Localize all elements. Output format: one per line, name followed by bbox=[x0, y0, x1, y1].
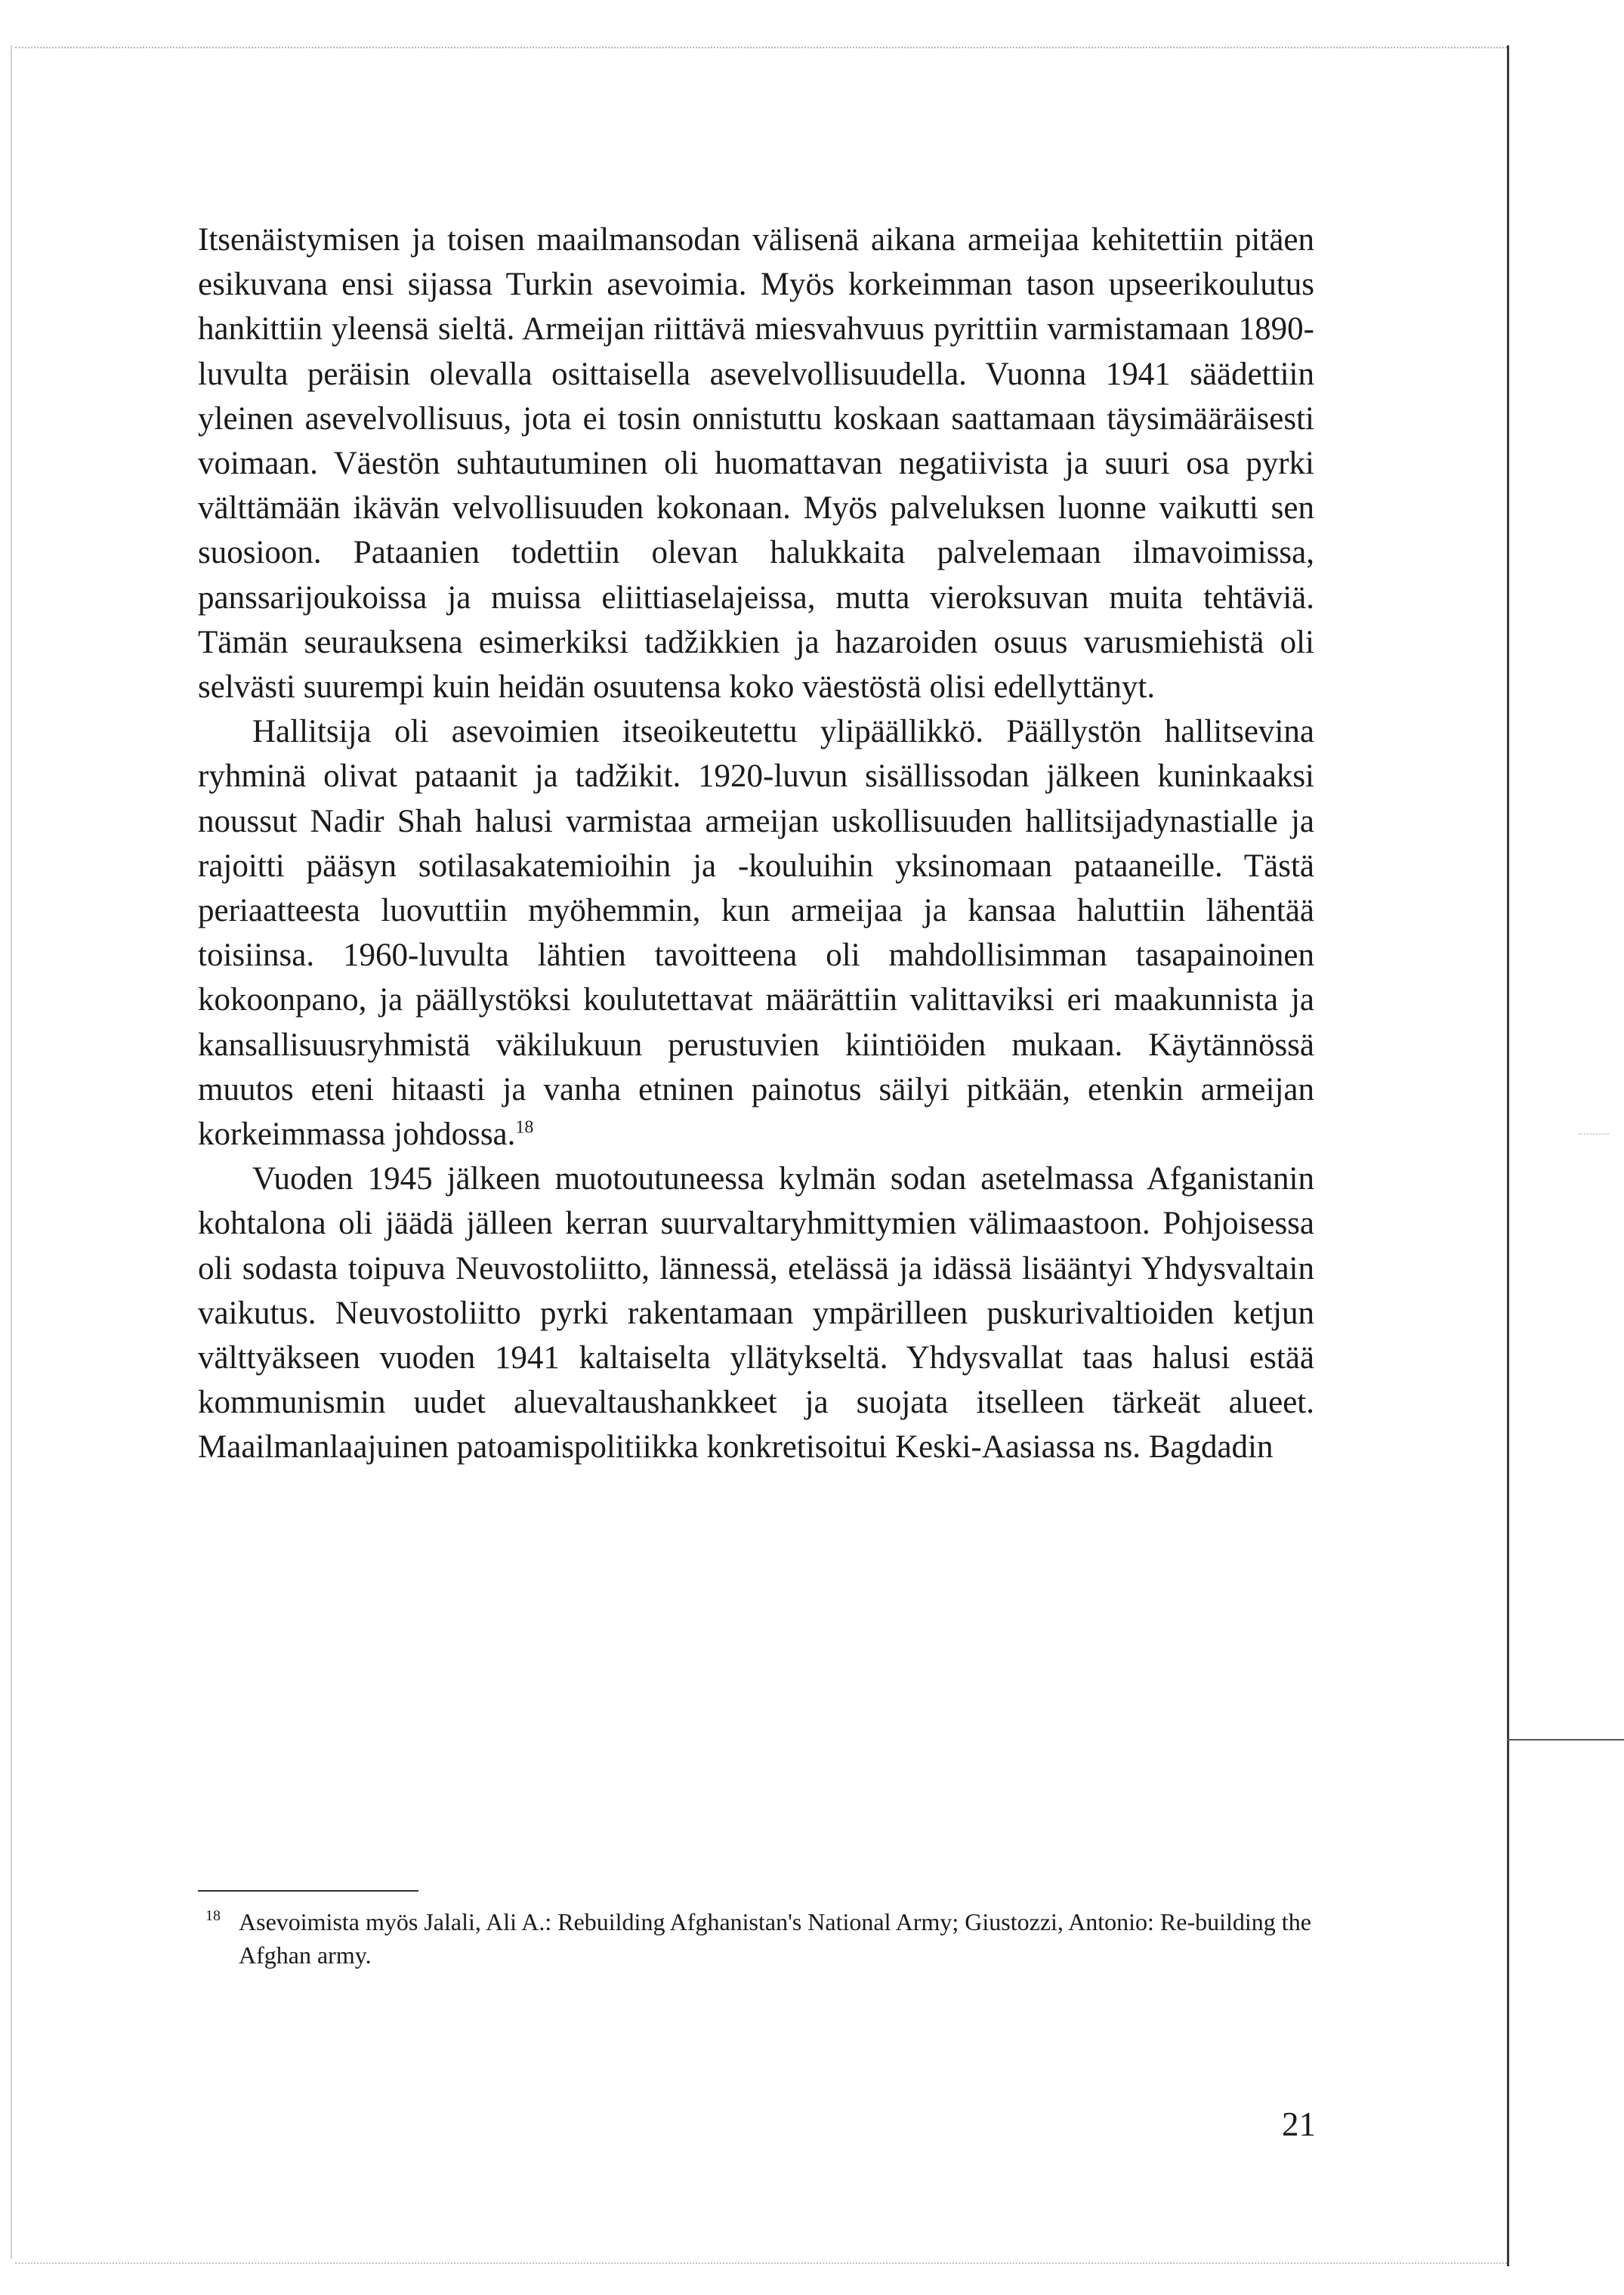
scan-edge-top bbox=[15, 47, 1507, 48]
body-text bbox=[198, 218, 1314, 1470]
footnote-text: Asevoimista myös Jalali, Ali A.: Rebuilding Afghanistan's National Army; Giustozzi, Antonio: Re-building the Afghan army. bbox=[239, 1908, 1311, 1969]
paragraph-3 bbox=[198, 1157, 1314, 1469]
footnote-mark: 18 bbox=[205, 1907, 221, 1924]
paragraph-2 bbox=[198, 709, 1314, 1157]
scan-edge-left bbox=[11, 45, 12, 2259]
scan-edge-notch bbox=[1507, 1739, 1624, 1741]
paragraph-1 bbox=[198, 218, 1314, 709]
scan-specks bbox=[1579, 1133, 1609, 1135]
paragraph-3-text: Vuoden 1945 jälkeen muotoutuneessa kylmän sodan asetelmassa Afganistanin kohtalona oli jäädä jälleen kerran suurvaltaryhmittymien välimaastoon. Pohjoisessa oli sodasta toipuva Neuvostoliitto, lännessä, etelässä ja idässä lisääntyi Yhdysvaltain vaikutus. Neuvostoliitto pyrki rakentamaan ympärilleen puskurivaltioiden ketjun välttyäkseen vuoden 1941 kaltaiselta yllätykseltä. Yhdysvallat taas halusi estää kommunismin uudet aluevaltaushankkeet ja suojata itselleen tärkeät alueet. Maailmanlaajuinen patoamispolitiikka konkretisoitui Keski-Aasiassa ns. Bagdadin bbox=[198, 1161, 1314, 1466]
footnote-divider bbox=[198, 1890, 418, 1892]
footnote bbox=[198, 1905, 1314, 1972]
paragraph-1-text: Itsenäistymisen ja toisen maailmansodan välisenä aikana armeijaa kehitettiin pitäen esikuvana ensi sijassa Turkin asevoimia. Myös korkeimman tason upseerikoulutus hankittiin yleensä sieltä. Armeijan riittävä miesvahvuus pyrittiin varmistamaan 1890-luvulta peräisin olevalla osittaisella asevelvollisuudella. Vuonna 1941 säädettiin yleinen asevelvollisuus, jota ei tosin onnistuttu koskaan saattamaan täysimääräisesti voimaan. Väestön suhtautuminen oli huomattavan negatiivista ja suuri osa pyrki välttämään ikävän velvollisuuden kokonaan. Myös palveluksen luonne vaikutti sen suosioon. Pataanien todettiin olevan halukkaita palvelemaan ilmavoimissa, panssarijoukoissa ja muissa eliittiaselajeissa, mutta vieroksuvan muita tehtäviä. Tämän seurauksena esimerkiksi tadžikkien ja hazaroiden osuus varusmiehistä oli selvästi suurempi kuin heidän osuutensa koko väestöstä olisi edellyttänyt. bbox=[198, 222, 1314, 706]
footnote-reference[interactable]: 18 bbox=[515, 1117, 534, 1138]
page-number: 21 bbox=[1282, 2105, 1316, 2143]
scan-edge-bottom bbox=[15, 2263, 1507, 2264]
paragraph-2-text: Hallitsija oli asevoimien itseoikeutettu ylipäällikkö. Päällystön hallitsevina ryhminä olivat pataanit ja tadžikit. 1920-luvun sisällissodan jälkeen kuninkaaksi noussut Nadir Shah halusi varmistaa armeijan uskollisuuden hallitsijadynastialle ja rajoitti pääsyn sotilasakatemioihin ja -kouluihin yksinomaan pataaneille. Tästä periaatteesta luovuttiin myöhemmin, kun armeijaa ja kansaa haluttiin lähentää toisiinsa. 1960-luvulta lähtien tavoitteena oli mahdollisimman tasapainoinen kokoonpano, ja päällystöksi koulutettavat määrättiin valittaviksi eri maakunnista ja kansallisuusryhmistä väkilukuun perustuvien kiintiöiden mukaan. Käytännössä muutos eteni hitaasti ja vanha etninen painotus säilyi pitkään, etenkin armeijan korkeimmassa johdossa. bbox=[198, 714, 1314, 1153]
scan-edge-right bbox=[1507, 45, 1509, 2266]
